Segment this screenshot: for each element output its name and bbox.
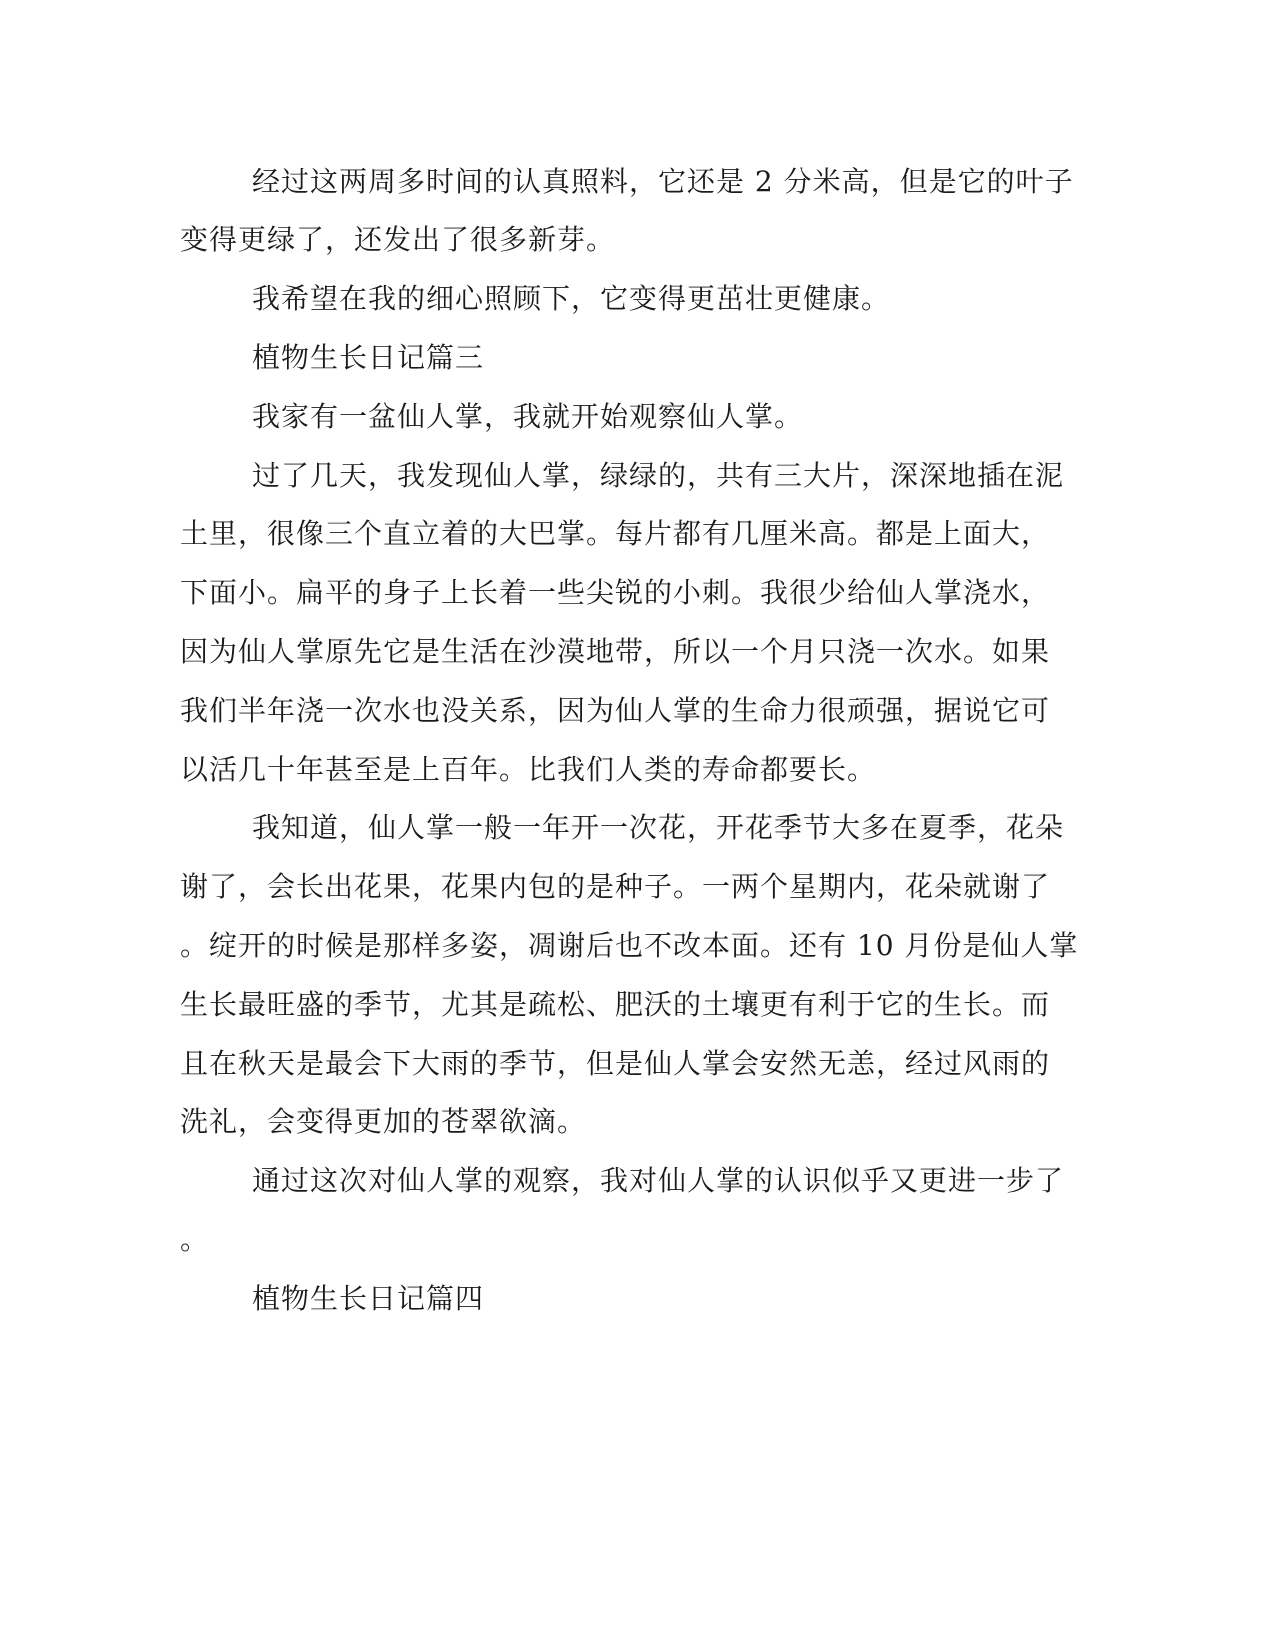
text-line: 因为仙人掌原先它是生活在沙漠地带，所以一个月只浇一次水。如果 [180,635,1051,668]
text-line: 我希望在我的细心照顾下，它变得更茁壮更健康。 [252,282,891,315]
text-line: 。绽开的时候是那样多姿，凋谢后也不改本面。还有 10 月份是仙人掌 [180,929,1079,962]
text-line: 生长最旺盛的季节，尤其是疏松、肥沃的土壤更有利于它的生长。而 [180,988,1051,1021]
text-line: 下面小。扁平的身子上长着一些尖锐的小刺。我很少给仙人掌浇水， [180,576,1051,609]
text-line: 洗礼，会变得更加的苍翠欲滴。 [180,1105,587,1138]
text-line: 经过这两周多时间的认真照料，它还是 2 分米高，但是它的叶子 [252,165,1074,198]
text-line: 通过这次对仙人掌的观察，我对仙人掌的认识似乎又更进一步了 [252,1164,1065,1197]
text-line: 且在秋天是最会下大雨的季节，但是仙人掌会安然无恙，经过风雨的 [180,1047,1051,1080]
text-line: 谢了，会长出花果，花果内包的是种子。一两个星期内，花朵就谢了 [180,870,1051,903]
section-heading: 植物生长日记篇四 [252,1282,485,1315]
text-line: 以活几十年甚至是上百年。比我们人类的寿命都要长。 [180,753,877,786]
text-line: 变得更绿了，还发出了很多新芽。 [180,223,616,256]
text-line: 我们半年浇一次水也没关系，因为仙人掌的生命力很顽强，据说它可 [180,694,1051,727]
text-line: 我知道，仙人掌一般一年开一次花，开花季节大多在夏季，花朵 [252,811,1065,844]
section-heading: 植物生长日记篇三 [252,341,485,374]
text-line: 土里，很像三个直立着的大巴掌。每片都有几厘米高。都是上面大， [180,517,1051,550]
text-line: 我家有一盆仙人掌，我就开始观察仙人掌。 [252,400,804,433]
text-line: 。 [180,1223,210,1256]
text-line: 过了几天，我发现仙人掌，绿绿的，共有三大片，深深地插在泥 [252,459,1065,492]
